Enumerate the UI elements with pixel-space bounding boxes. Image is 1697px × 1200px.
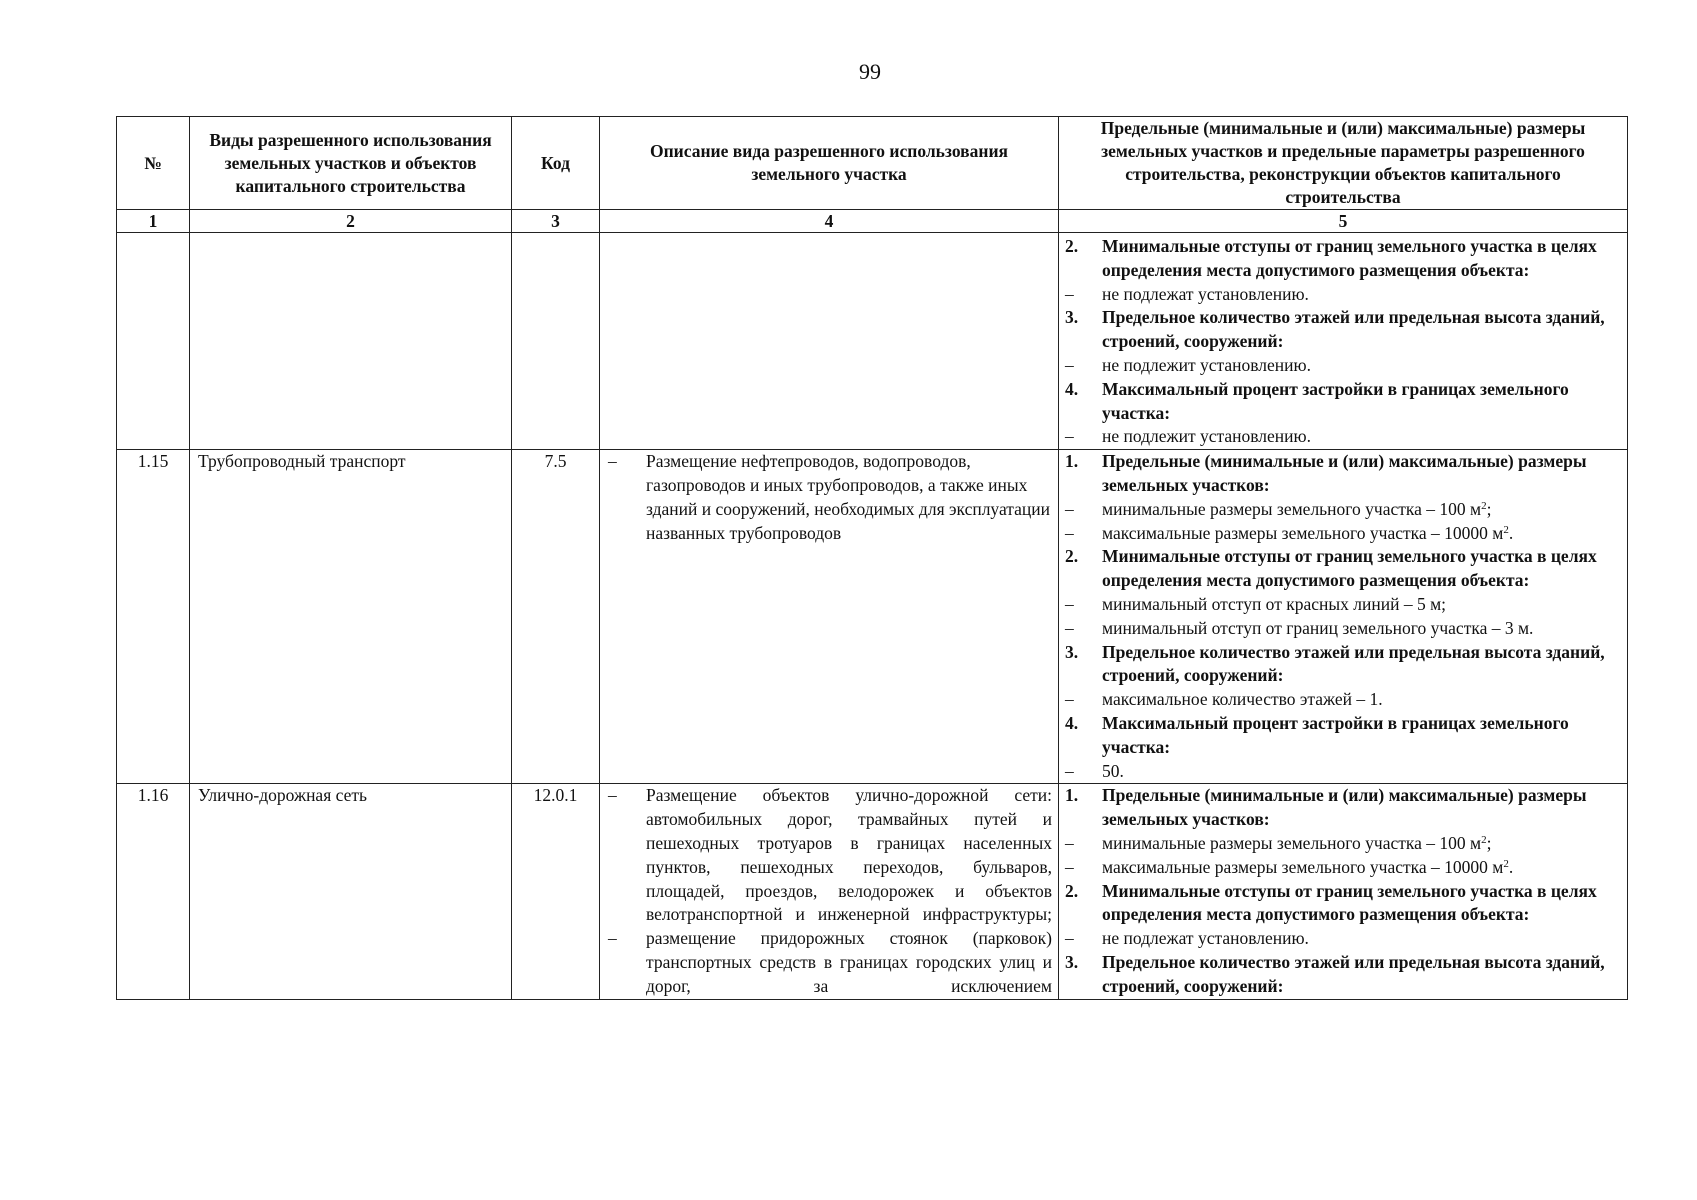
superscript: 2 bbox=[1481, 499, 1487, 512]
param-text bbox=[1102, 498, 1623, 522]
param-text bbox=[1102, 712, 1623, 760]
params-list bbox=[1065, 235, 1623, 449]
col-number: 1 bbox=[117, 210, 190, 233]
param-text bbox=[1102, 856, 1623, 880]
number-marker: 4. bbox=[1065, 712, 1079, 733]
dash-marker: – bbox=[1065, 689, 1074, 710]
param-heading bbox=[1065, 880, 1623, 928]
description-text: размещение придорожных стоянок (парковок) транспортных средств в границах городских улиц и дорог, за исключением bbox=[646, 928, 1052, 996]
param-value bbox=[1065, 688, 1623, 712]
param-heading bbox=[1065, 641, 1623, 689]
description-text: Размещение объектов улично-дорожной сети: автомобильных дорог, трамвайных путей и пешеходных тротуаров в границах населенных пунктов, пешеходных переходов, бульваров, площадей, проездов, велодорожек и объектов велотранспортной и инженерной инфраструктуры; bbox=[646, 785, 1052, 925]
param-text-main: максимальные размеры земельного участка – 10000 м bbox=[1102, 856, 1504, 877]
param-text bbox=[1102, 306, 1623, 354]
param-text-main: минимальные размеры земельного участка – 100 м bbox=[1102, 498, 1482, 519]
param-value bbox=[1065, 617, 1623, 641]
param-text bbox=[1102, 425, 1623, 449]
params-list bbox=[1065, 784, 1623, 998]
superscript: 2 bbox=[1481, 833, 1487, 846]
param-text-main: не подлежит установлению. bbox=[1102, 426, 1311, 447]
param-heading bbox=[1065, 951, 1623, 999]
table-row bbox=[117, 233, 1628, 450]
superscript: 2 bbox=[1503, 857, 1509, 870]
param-text-tail: ; bbox=[1486, 498, 1492, 519]
header-no: № bbox=[117, 117, 190, 210]
param-value bbox=[1065, 760, 1623, 784]
param-text-main: Предельное количество этажей или предельная высота зданий, строений, сооружений: bbox=[1102, 951, 1605, 996]
number-marker: 4. bbox=[1065, 378, 1079, 399]
param-value bbox=[1065, 593, 1623, 617]
dash-marker: – bbox=[1065, 928, 1074, 949]
param-value bbox=[1065, 283, 1623, 307]
description-text: Размещение нефтепроводов, водопроводов, газопроводов и иных трубопроводов, а также иных зданий и сооружений, необходимых для эксплуатации названных трубопроводов bbox=[646, 451, 1050, 543]
number-marker: 2. bbox=[1065, 236, 1079, 256]
number-marker: 3. bbox=[1065, 307, 1079, 328]
param-text-tail: . bbox=[1508, 522, 1514, 543]
param-text-main: Максимальный процент застройки в границах земельного участка: bbox=[1102, 712, 1569, 757]
land-use-description bbox=[600, 784, 1059, 999]
param-value bbox=[1065, 354, 1623, 378]
number-marker: 1. bbox=[1065, 785, 1079, 806]
param-text-main: минимальный отступ от границ земельного участка – 3 м. bbox=[1102, 617, 1534, 638]
land-use-code: 7.5 bbox=[512, 450, 600, 784]
land-use-kind: Улично-дорожная сеть bbox=[190, 784, 512, 999]
param-text bbox=[1102, 378, 1623, 426]
param-text-main: Минимальные отступы от границ земельного участка в целях определения места допустимого размещения объекта: bbox=[1102, 236, 1597, 280]
col-number: 2 bbox=[190, 210, 512, 233]
param-value bbox=[1065, 425, 1623, 449]
dash-marker: – bbox=[1065, 283, 1074, 304]
dash-marker: – bbox=[1065, 522, 1074, 543]
param-value bbox=[1065, 498, 1623, 522]
param-text-main: 50. bbox=[1102, 760, 1124, 781]
param-text-main: не подлежат установлению. bbox=[1102, 928, 1309, 949]
param-text-main: минимальный отступ от красных линий – 5 м; bbox=[1102, 593, 1447, 614]
param-text-main: Предельные (минимальные и (или) максимальные) размеры земельных участков: bbox=[1102, 785, 1587, 830]
header-desc: Описание вида разрешенного использования земельного участка bbox=[600, 117, 1059, 210]
params-list bbox=[1065, 450, 1623, 783]
dash-marker: – bbox=[1065, 856, 1074, 877]
param-value bbox=[1065, 856, 1623, 880]
param-heading bbox=[1065, 712, 1623, 760]
param-heading bbox=[1065, 306, 1623, 354]
dash-marker: – bbox=[608, 451, 617, 472]
param-text-main: не подлежит установлению. bbox=[1102, 354, 1311, 375]
param-text bbox=[1102, 832, 1623, 856]
param-text bbox=[1102, 593, 1623, 617]
param-text bbox=[1102, 880, 1623, 928]
param-text-main: не подлежат установлению. bbox=[1102, 283, 1309, 304]
dash-marker: – bbox=[1065, 498, 1074, 519]
param-text-main: максимальные размеры земельного участка – 10000 м bbox=[1102, 522, 1504, 543]
page-number: 99 bbox=[859, 59, 881, 84]
number-marker: 2. bbox=[1065, 546, 1079, 567]
land-use-code: 12.0.1 bbox=[512, 784, 600, 999]
param-text bbox=[1102, 688, 1623, 712]
param-text-main: Минимальные отступы от границ земельного участка в целях определения места допустимого размещения объекта: bbox=[1102, 880, 1597, 925]
dash-marker: – bbox=[1065, 760, 1074, 781]
number-marker: 2. bbox=[1065, 880, 1079, 901]
col-number: 4 bbox=[600, 210, 1059, 233]
param-text-main: Предельное количество этажей или предельная высота зданий, строений, сооружений: bbox=[1102, 307, 1605, 352]
superscript: 2 bbox=[1503, 523, 1509, 536]
list-item bbox=[606, 450, 1052, 545]
land-use-table bbox=[116, 116, 1628, 1000]
param-text bbox=[1102, 784, 1623, 832]
dash-marker: – bbox=[1065, 354, 1074, 375]
land-use-description bbox=[600, 450, 1059, 784]
dash-marker: – bbox=[1065, 426, 1074, 447]
param-text-main: минимальные размеры земельного участка – 100 м bbox=[1102, 832, 1482, 853]
dash-marker: – bbox=[608, 928, 617, 949]
param-text bbox=[1102, 545, 1623, 593]
col-number: 5 bbox=[1059, 210, 1628, 233]
param-heading bbox=[1065, 235, 1623, 283]
list-item bbox=[606, 927, 1052, 998]
param-text-main: Предельное количество этажей или предельная высота зданий, строений, сооружений: bbox=[1102, 641, 1605, 686]
table-row bbox=[117, 450, 1628, 784]
param-text-tail: . bbox=[1508, 856, 1514, 877]
header-kind: Виды разрешенного использования земельных участков и объектов капитального строительства bbox=[190, 117, 512, 210]
param-text bbox=[1102, 235, 1623, 283]
param-text bbox=[1102, 951, 1623, 999]
param-text-tail: ; bbox=[1486, 832, 1492, 853]
land-use-kind: Трубопроводный транспорт bbox=[190, 450, 512, 784]
number-marker: 3. bbox=[1065, 951, 1079, 972]
param-text bbox=[1102, 354, 1623, 378]
param-value bbox=[1065, 927, 1623, 951]
param-text-main: Предельные (минимальные и (или) максимальные) размеры земельных участков: bbox=[1102, 451, 1587, 495]
param-value bbox=[1065, 522, 1623, 546]
param-text-main: Минимальные отступы от границ земельного участка в целях определения места допустимого размещения объекта: bbox=[1102, 546, 1597, 591]
row-number: 1.15 bbox=[117, 450, 190, 784]
table-row bbox=[117, 784, 1628, 999]
param-heading bbox=[1065, 784, 1623, 832]
header-code: Код bbox=[512, 117, 600, 210]
description-list bbox=[606, 784, 1052, 998]
param-text bbox=[1102, 617, 1623, 641]
param-text bbox=[1102, 522, 1623, 546]
dash-marker: – bbox=[608, 785, 617, 806]
number-marker: 1. bbox=[1065, 451, 1079, 472]
list-item bbox=[606, 784, 1052, 927]
dash-marker: – bbox=[1065, 832, 1074, 853]
param-heading bbox=[1065, 450, 1623, 498]
param-text-main: максимальное количество этажей – 1. bbox=[1102, 689, 1383, 710]
param-text bbox=[1102, 283, 1623, 307]
column-number-row bbox=[117, 210, 1628, 233]
header-params: Предельные (минимальные и (или) максимальные) размеры земельных участков и предельные параметры разрешенного строительства, реконструкции объектов капитального строительства bbox=[1059, 117, 1628, 210]
param-heading bbox=[1065, 378, 1623, 426]
param-heading bbox=[1065, 545, 1623, 593]
param-text bbox=[1102, 927, 1623, 951]
param-value bbox=[1065, 832, 1623, 856]
param-text bbox=[1102, 760, 1623, 784]
dash-marker: – bbox=[1065, 593, 1074, 614]
row-number: 1.16 bbox=[117, 784, 190, 999]
param-text bbox=[1102, 641, 1623, 689]
dash-marker: – bbox=[1065, 617, 1074, 638]
param-text bbox=[1102, 450, 1623, 498]
number-marker: 3. bbox=[1065, 641, 1079, 662]
header-row bbox=[117, 117, 1628, 210]
param-text-main: Максимальный процент застройки в границах земельного участка: bbox=[1102, 378, 1569, 423]
col-number: 3 bbox=[512, 210, 600, 233]
